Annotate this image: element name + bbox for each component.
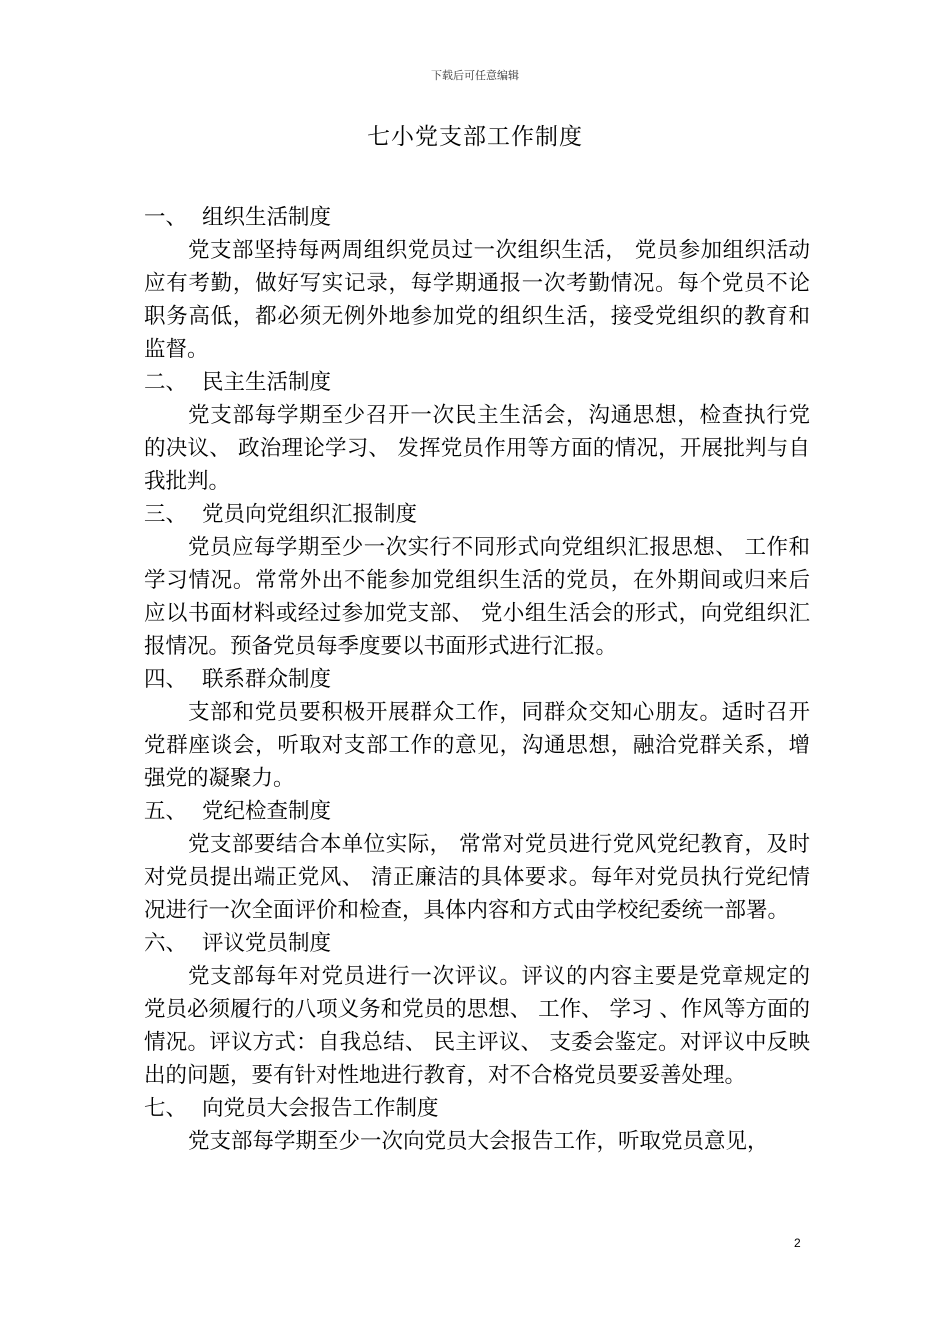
- section-number: 四、: [144, 667, 188, 692]
- section-title: 组织生活制度: [202, 205, 332, 230]
- document-title: 七小党支部工作制度: [367, 124, 583, 150]
- section-body-7: 党支部每学期至少一次向党员大会报告工作，听取党员意见，: [188, 1129, 769, 1154]
- section-number: 六、: [144, 931, 188, 956]
- section-number: 五、: [144, 799, 188, 824]
- section-heading-4: [144, 663, 810, 696]
- section-heading-1: [144, 201, 810, 234]
- section-title: 评议党员制度: [202, 931, 332, 956]
- section-number: 七、: [144, 1096, 188, 1121]
- section-number: 二、: [144, 370, 188, 395]
- section-body-6: 党支部每年对党员进行一次评议。评议的内容主要是党章规定的党员必须履行的八项义务和党员的思想、 工作、 学习 、作风等方面的情况。评议方式：自我总结、 民主评议、 支委会鉴定。对评议中反映出的问题，要有针对性地进行教育，对不合格党员要妥善处理。: [144, 964, 810, 1088]
- page-number: 2: [794, 1236, 801, 1250]
- section-body-2: 党支部每学期至少召开一次民主生活会，沟通思想，检查执行党的决议、 政治理论学习、 发挥党员作用等方面的情况，开展批判与自我批判。: [144, 403, 810, 494]
- section-title: 党员向党组织汇报制度: [202, 502, 418, 527]
- section-title: 向党员大会报告工作制度: [202, 1096, 439, 1121]
- section-body-5: 党支部要结合本单位实际， 常常对党员进行党风党纪教育，及时对党员提出端正党风、 清正廉洁的具体要求。每年对党员执行党纪情况进行一次全面评价和检查，具体内容和方式由学校纪委统一部署。: [144, 832, 810, 923]
- header-note: 下载后可任意编辑: [431, 69, 519, 82]
- section-body-3: 党员应每学期至少一次实行不同形式向党组织汇报思想、 工作和学习情况。常常外出不能参加党组织生活的党员，在外期间或归来后应以书面材料或经过参加党支部、 党小组生活会的形式，向党组织汇报情况。预备党员每季度要以书面形式进行汇报。: [144, 535, 810, 659]
- section-title: 党纪检查制度: [202, 799, 332, 824]
- section-body-4: 支部和党员要积极开展群众工作，同群众交知心朋友。适时召开党群座谈会，听取对支部工作的意见，沟通思想，融洽党群关系，增强党的凝聚力。: [144, 700, 810, 791]
- document-body: [144, 201, 810, 1158]
- section-number: 三、: [144, 502, 188, 527]
- section-heading-3: [144, 498, 810, 531]
- section-title: 民主生活制度: [202, 370, 332, 395]
- section-title: 联系群众制度: [202, 667, 332, 692]
- section-heading-2: [144, 366, 810, 399]
- section-body-1: 党支部坚持每两周组织党员过一次组织生活， 党员参加组织活动应有考勤，做好写实记录，每学期通报一次考勤情况。每个党员不论职务高低，都必须无例外地参加党的组织生活，接受党组织的教育和监督。: [144, 238, 810, 362]
- section-number: 一、: [144, 205, 188, 230]
- section-heading-6: [144, 927, 810, 960]
- section-heading-5: [144, 795, 810, 828]
- section-heading-7: [144, 1092, 810, 1125]
